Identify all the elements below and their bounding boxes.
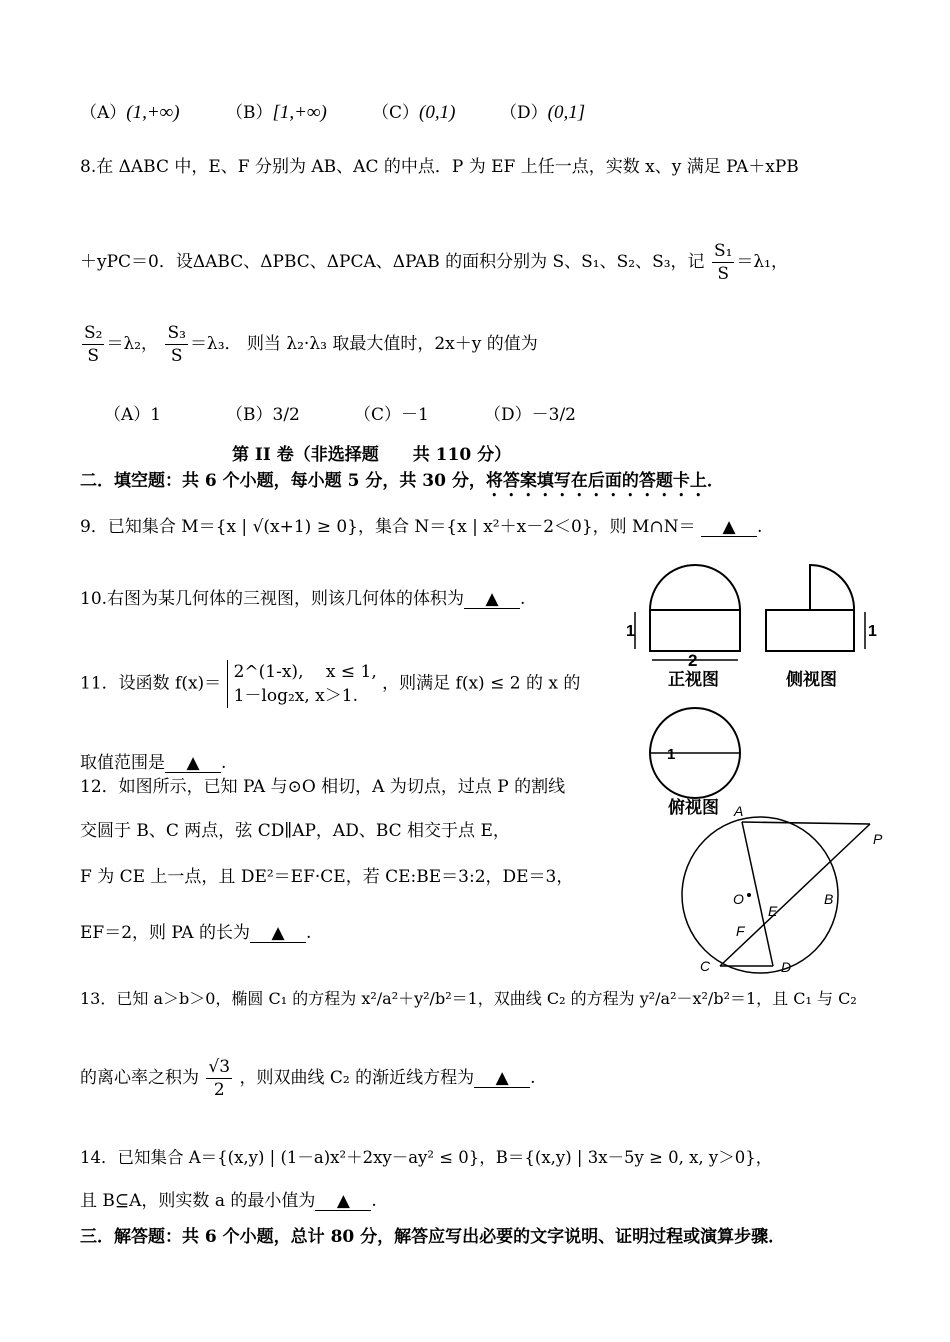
q8-fraction-lambda2: $\frac{\text{S₂}}{S}$ (84, 323, 103, 366)
q12-line-2: 交圆于 B、C 两点，弦 CD∥AP，AD、BC 相交于点 E， (80, 821, 510, 841)
q9: 9．已知集合 M＝{x | √(x+1) ≥ 0}，集合 N＝{x | x²＋x－2＜0}，则 M∩N＝ ▲ . (80, 517, 763, 537)
q14-line-2: 且 B⊆A，则实数 a 的最小值为 ▲ . (80, 1191, 377, 1211)
part3-heading: 三．解答题：共 6 个小题，总计 80 分，解答应写出必要的文字说明、证明过程或演算步骤． (80, 1227, 786, 1247)
q8-line-3-text: 则当 λ₂·λ₃ 取最大值时，2x＋y 的值为 (246, 334, 538, 354)
side-height-label: 1 (868, 623, 877, 640)
q10-answer-blank: ▲ (464, 590, 520, 609)
front-height-label: 1 (626, 623, 635, 640)
q9-answer-blank: ▲ (701, 518, 757, 537)
q8-fraction-lambda1: $\frac{\text{S₁}}{S}$ (713, 241, 733, 284)
side-view-label: 侧视图 (786, 670, 837, 689)
q11: 11．设函数 f(x)＝ 2^(1-x), x ≤ 1, 1－log₂x, x＞1. ，则满足 f(x) ≤ 2 的 x 的 (80, 662, 581, 706)
q13-line-2: 的离心率之积为 $\frac{√3}{2}$ ，则双曲线 C₂ 的渐近线方程为 ▲ . (80, 1057, 536, 1100)
q12-line-3: F 为 CE 上一点，且 DE²＝EF·CE，若 CE:BE＝3:2，DE＝3， (80, 867, 574, 887)
fill-in-heading: 二．填空题：共 6 个小题，每小题 5 分，共 30 分，将答案填写在后面的答题卡上． (80, 471, 724, 491)
top-radius-label: 1 (667, 746, 676, 763)
front-width-label: 2 (688, 651, 698, 670)
point-a-label: A (734, 803, 744, 819)
q13-line-1: 13．已知 a＞b＞0，椭圆 C₁ 的方程为 x²/a²＋y²/b²＝1，双曲线 C₂ 的方程为 y²/a²－x²/b²＝1，且 C₁ 与 C₂ (80, 989, 857, 1008)
q8-fraction-lambda3: $\frac{\text{S₃}}{S}$ (167, 323, 186, 366)
q7-option-a: （A）(1,+∞) (80, 102, 180, 123)
q7-option-c: （C）(0,1) (372, 102, 456, 123)
side-view (766, 565, 877, 689)
q8-option-c: （C）－1 (354, 405, 429, 425)
q7-option-b: （B）[1,+∞) (226, 102, 327, 123)
q12-line-1: 12．如图所示，已知 PA 与⊙O 相切，A 为切点，过点 P 的割线 (80, 777, 566, 797)
point-b-label: B (824, 891, 834, 907)
q11-tail: 取值范围是 ▲ . (80, 753, 227, 773)
q11-answer-blank: ▲ (165, 754, 221, 773)
q8-option-a: （A）1 (104, 405, 162, 425)
q13-answer-blank: ▲ (474, 1069, 530, 1088)
point-d-label: D (781, 959, 792, 975)
point-f-label: F (736, 923, 745, 939)
q8-line-2-text: ＋yPC＝0．设ΔABC、ΔPBC、ΔPCA、ΔPAB 的面积分别为 S、S₁、S₂、S₃，记 (80, 252, 705, 272)
circle-geometry-figure (660, 800, 900, 980)
point-e-label: E (768, 903, 778, 919)
three-views-figure (620, 560, 890, 820)
q8-line-2: ＋yPC＝0．设ΔABC、ΔPBC、ΔPCA、ΔPAB 的面积分别为 S、S₁、S₂、S₃，记 $\frac{\text{S₁}}{S}$ ＝λ₁， (80, 241, 788, 284)
point-c-label: C (700, 958, 711, 974)
front-view-label: 正视图 (668, 670, 719, 689)
q8-line-3: $\frac{\text{S₂}}{S}$ ＝λ₂， $\frac{\text{S₃}}{S}$ ＝λ₃． 则当 λ₂·λ₃ 取最大值时，2x＋y 的值为 (84, 323, 538, 366)
part2-title: 第 II 卷（非选择题 共 110 分） (232, 445, 512, 465)
front-view (626, 565, 740, 689)
q12-line-4: EF＝2，则 PA 的长为 ▲ . (80, 923, 312, 943)
q12-answer-blank: ▲ (250, 924, 306, 943)
q8-option-b: （B）3/2 (226, 405, 300, 425)
point-o-label: O (733, 891, 744, 907)
q13-fraction: $\frac{√3}{2}$ (208, 1057, 231, 1100)
q8-option-d: （D）－3/2 (484, 405, 576, 425)
top-view-label: 俯视图 (668, 798, 719, 817)
q8-line-1: 8.在 ΔABC 中，E、F 分别为 AB、AC 的中点．P 为 EF 上任一点，实数 x、y 满足 PA＋xPB (80, 157, 799, 177)
q14-answer-blank: ▲ (315, 1192, 371, 1211)
q14-line-1: 14．已知集合 A＝{(x,y) | (1－a)x²＋2xy－ay² ≤ 0}，B＝{(x,y) | 3x－5y ≥ 0, x, y＞0}， (80, 1148, 773, 1167)
point-p-label: P (873, 831, 883, 847)
q10: 10.右图为某几何体的三视图，则该几何体的体积为 ▲ . (80, 589, 526, 609)
q7-option-d: （D）(0,1] (500, 102, 586, 123)
q11-piecewise: 2^(1-x), x ≤ 1, 1－log₂x, x＞1. (227, 660, 377, 708)
